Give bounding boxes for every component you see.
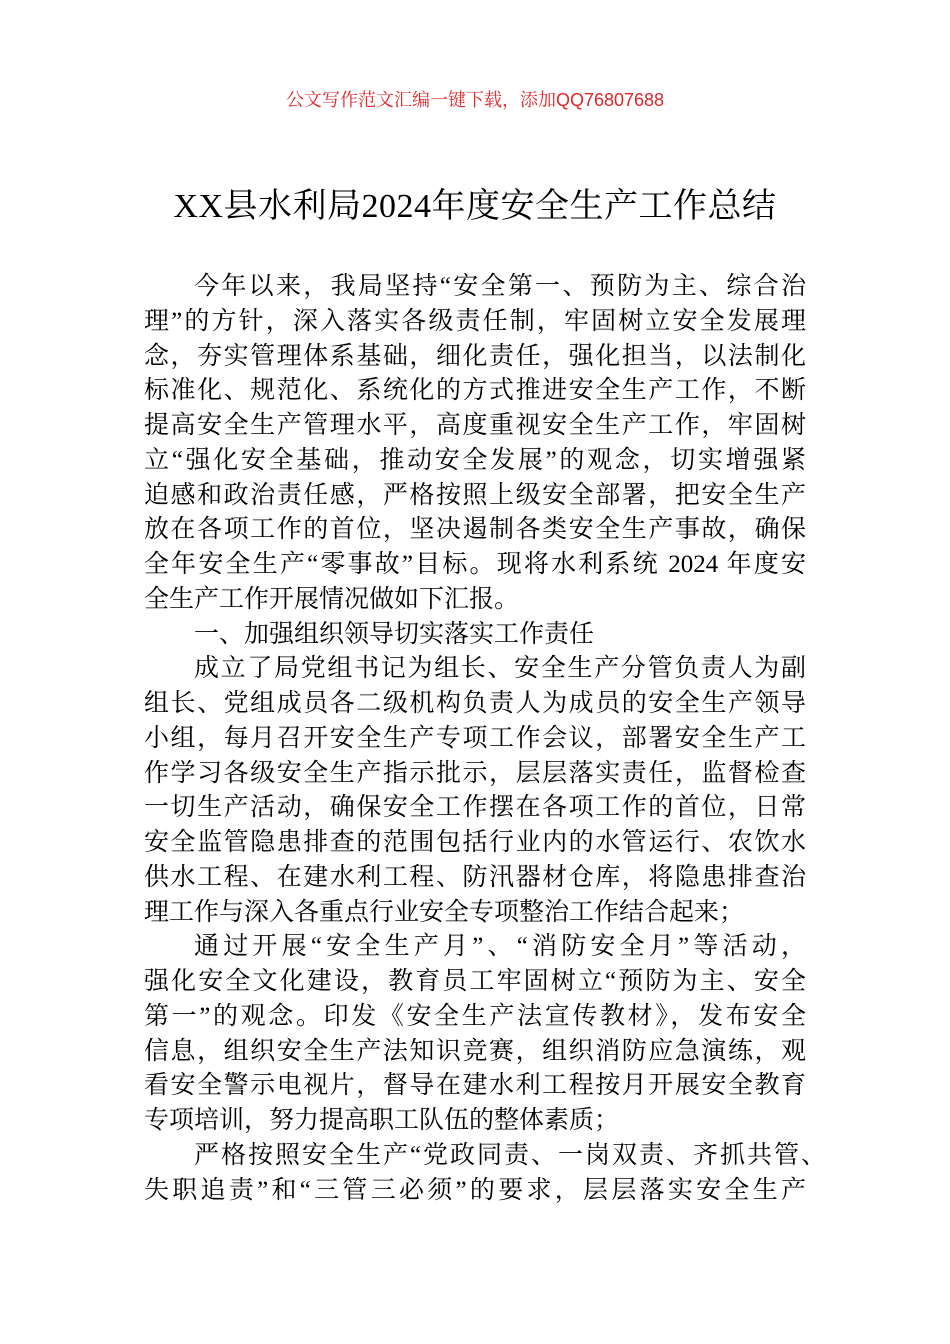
text-line: 成立了局党组书记为组长、安全生产分管负责人为副 bbox=[194, 655, 806, 683]
text-line: 立“强化安全基础，推动安全发展”的观念，切实增强紧 bbox=[144, 446, 806, 474]
text-line: 看安全警示电视片，督导在建水利工程按月开展安全教育 bbox=[144, 1072, 806, 1100]
text-line: 理”的方针，深入落实各级责任制，牢固树立安全发展理 bbox=[144, 307, 806, 335]
text-line: 放在各项工作的首位，坚决遏制各类安全生产事故，确保 bbox=[144, 516, 806, 544]
text-line: 严格按照安全生产“党政同责、一岗双责、齐抓共管、 bbox=[194, 1141, 826, 1169]
text-line: 标准化、规范化、系统化的方式推进安全生产工作，不断 bbox=[144, 377, 806, 405]
text-line: 组长、党组成员各二级机构负责人为成员的安全生产领导 bbox=[144, 690, 806, 717]
text-line: 强化安全文化建设，教育员工牢固树立“预防为主、安全 bbox=[144, 968, 806, 995]
text-line: 理工作与深入各重点行业安全专项整治工作结合起来； bbox=[144, 898, 745, 926]
text-line: 今年以来，我局坚持“安全第一、预防为主、综合治 bbox=[194, 273, 806, 300]
text-line: 第一”的观念。印发《安全生产法宣传教材》，发布安全 bbox=[144, 1002, 806, 1030]
text-line: 全生产工作开展情况做如下汇报。 bbox=[144, 585, 520, 613]
text-line: 供水工程、在建水利工程、防汛器材仓库，将隐患排查治 bbox=[144, 863, 806, 891]
text-line: 通过开展“安全生产月”、“消防安全月”等活动， bbox=[194, 933, 806, 961]
text-line: 提高安全生产管理水平，高度重视安全生产工作，牢固树 bbox=[144, 412, 806, 439]
text-line: 迫感和政治责任感，严格按照上级安全部署，把安全生产 bbox=[144, 481, 806, 509]
text-line: 作学习各级安全生产指示批示，层层落实责任，监督检查 bbox=[144, 759, 806, 787]
watermark-header: 公文写作范文汇编一键下载，添加QQ76807688 bbox=[285, 90, 665, 110]
text-line: 安全监管隐患排查的范围包括行业内的水管运行、农饮水 bbox=[144, 829, 806, 856]
text-line: 全年安全生产“零事故”目标。现将水利系统 2024 年度安 bbox=[144, 551, 806, 578]
text-line: 念，夯实管理体系基础，细化责任，强化担当，以法制化 bbox=[144, 342, 806, 370]
text-line: 专项培训，努力提高职工队伍的整体素质； bbox=[144, 1107, 620, 1134]
text-line: 信息，组织安全生产法知识竞赛，组织消防应急演练，观 bbox=[144, 1037, 806, 1065]
section-heading: 一、加强组织领导切实落实工作责任 bbox=[194, 620, 595, 648]
text-line: 一切生产活动，确保安全工作摆在各项工作的首位，日常 bbox=[144, 794, 806, 822]
document-body bbox=[144, 270, 826, 1208]
text-line: 失职追责”和“三管三必须”的要求，层层落实安全生产 bbox=[144, 1176, 806, 1204]
text-line: 小组，每月召开安全生产专项工作会议，部署安全生产工 bbox=[144, 724, 806, 752]
document-title: XX县水利局2024年度安全生产工作总结 bbox=[173, 188, 777, 225]
